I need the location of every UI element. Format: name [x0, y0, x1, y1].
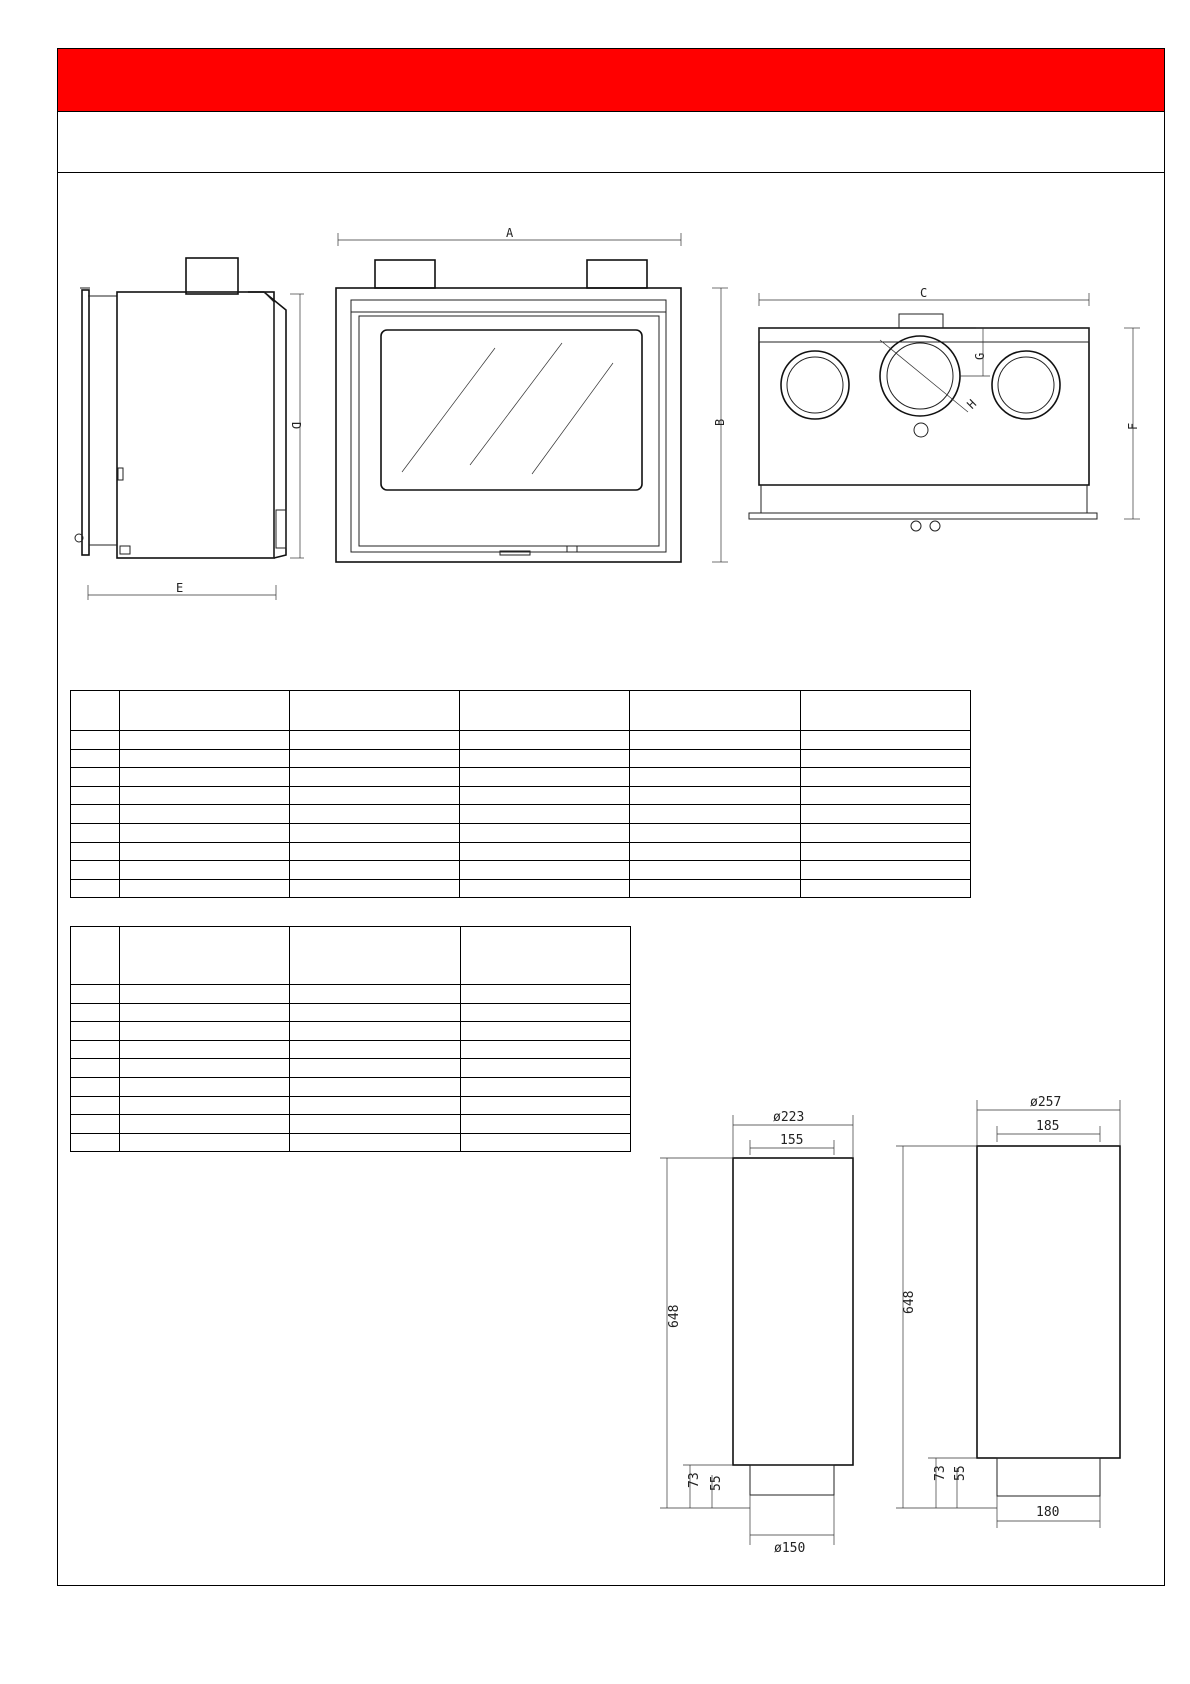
table-row: [71, 786, 971, 805]
table-cell: [119, 805, 289, 824]
table-row: [71, 842, 971, 861]
table-cell: [71, 1096, 120, 1115]
table-row: [71, 805, 971, 824]
spec-table-2: [70, 926, 631, 1152]
table-row: [71, 1059, 631, 1078]
table-cell: [71, 1040, 120, 1059]
table-cell: [630, 805, 800, 824]
flue-large-dim-73: 73: [933, 1465, 948, 1481]
table-cell: [71, 1133, 120, 1152]
table-cell: [460, 1096, 630, 1115]
table-row: [71, 1077, 631, 1096]
table-cell: [290, 1096, 460, 1115]
table-row: [71, 1022, 631, 1041]
table-cell: [71, 786, 120, 805]
table-cell: [800, 768, 970, 787]
table-cell: [71, 1022, 120, 1041]
table-cell: [290, 786, 460, 805]
table-cell: [119, 731, 289, 750]
table-cell: [290, 1022, 460, 1041]
table-cell: [119, 1040, 289, 1059]
table-cell: [800, 691, 970, 731]
table-cell: [119, 879, 289, 898]
table-cell: [119, 1133, 289, 1152]
flue-small-inner-top: 155: [780, 1133, 804, 1148]
label-h: H: [964, 396, 980, 412]
table-cell: [119, 1003, 289, 1022]
table-cell: [71, 1003, 120, 1022]
table-cell: [119, 823, 289, 842]
table-cell: [290, 1040, 460, 1059]
table-cell: [71, 985, 120, 1004]
table-cell: [460, 768, 630, 787]
table-cell: [460, 1040, 630, 1059]
table-cell: [119, 842, 289, 861]
table-header-row: [71, 691, 971, 731]
table-cell: [800, 823, 970, 842]
table-cell: [119, 985, 289, 1004]
table-cell: [630, 786, 800, 805]
table-row: [71, 768, 971, 787]
flue-large-bottom: 180: [1036, 1505, 1060, 1520]
table-header-row: [71, 927, 631, 985]
flue-large: [896, 1095, 1120, 1528]
flue-large-dia-top: ø257: [1030, 1095, 1062, 1110]
table-cell: [290, 768, 460, 787]
table-cell: [290, 842, 460, 861]
side-view: [75, 258, 304, 600]
flue-large-dim-55: 55: [953, 1465, 968, 1481]
label-a: A: [506, 226, 514, 240]
table-cell: [460, 786, 630, 805]
table-cell: [800, 731, 970, 750]
table-cell: [460, 1022, 630, 1041]
label-d: D: [289, 422, 303, 430]
table-row: [71, 1040, 631, 1059]
table-cell: [630, 691, 800, 731]
table-cell: [800, 749, 970, 768]
table-cell: [71, 731, 120, 750]
table-cell: [800, 786, 970, 805]
table-cell: [119, 927, 289, 985]
flue-small-dim-55: 55: [709, 1475, 724, 1491]
table-cell: [290, 1059, 460, 1078]
table-cell: [630, 768, 800, 787]
table-cell: [460, 749, 630, 768]
table-cell: [460, 927, 630, 985]
table-cell: [71, 768, 120, 787]
spec-table-1: [70, 690, 971, 898]
table-cell: [119, 861, 289, 880]
table-cell: [71, 861, 120, 880]
table-cell: [290, 861, 460, 880]
table-cell: [290, 731, 460, 750]
table-cell: [119, 786, 289, 805]
table-row: [71, 861, 971, 880]
table-cell: [290, 1003, 460, 1022]
front-view: [336, 226, 728, 562]
table-cell: [460, 1077, 630, 1096]
table-cell: [460, 1133, 630, 1152]
table-row: [71, 1003, 631, 1022]
flue-small-dim-73: 73: [687, 1472, 702, 1488]
top-view: [749, 286, 1140, 531]
table-cell: [119, 1022, 289, 1041]
table-cell: [460, 861, 630, 880]
table-cell: [460, 691, 630, 731]
table-cell: [460, 1115, 630, 1134]
table-cell: [71, 842, 120, 861]
table-cell: [290, 927, 460, 985]
table-cell: [119, 749, 289, 768]
table-cell: [119, 1096, 289, 1115]
table-cell: [460, 1003, 630, 1022]
label-c: C: [920, 286, 928, 300]
table-cell: [71, 1059, 120, 1078]
table-cell: [290, 1077, 460, 1096]
table-cell: [71, 927, 120, 985]
table-cell: [630, 731, 800, 750]
table-row: [71, 879, 971, 898]
table-cell: [119, 1115, 289, 1134]
label-f: F: [1126, 422, 1140, 430]
table-cell: [630, 861, 800, 880]
table-row: [71, 985, 631, 1004]
table-cell: [119, 1059, 289, 1078]
table-cell: [71, 749, 120, 768]
table-cell: [630, 823, 800, 842]
table-cell: [119, 1077, 289, 1096]
table-cell: [71, 1077, 120, 1096]
table-cell: [630, 879, 800, 898]
flue-small-dia-top: ø223: [773, 1110, 805, 1125]
table-row: [71, 1133, 631, 1152]
table-cell: [119, 691, 289, 731]
flue-large-height: 648: [902, 1290, 917, 1314]
label-b: B: [713, 418, 727, 426]
table-cell: [460, 731, 630, 750]
table-row: [71, 1115, 631, 1134]
table-cell: [71, 805, 120, 824]
table-cell: [290, 879, 460, 898]
table-cell: [630, 842, 800, 861]
table-cell: [460, 1059, 630, 1078]
label-e: E: [176, 581, 184, 595]
table-cell: [290, 1133, 460, 1152]
table-row: [71, 1096, 631, 1115]
table-cell: [71, 1115, 120, 1134]
flue-small-dia-bottom: ø150: [774, 1541, 806, 1556]
table-cell: [630, 749, 800, 768]
table-cell: [460, 879, 630, 898]
table-cell: [800, 842, 970, 861]
table-cell: [290, 749, 460, 768]
table-row: [71, 749, 971, 768]
table-cell: [290, 805, 460, 824]
table-cell: [290, 823, 460, 842]
table-cell: [460, 842, 630, 861]
table-cell: [119, 768, 289, 787]
table-cell: [71, 691, 120, 731]
table-cell: [800, 805, 970, 824]
flue-small-height: 648: [667, 1304, 682, 1328]
table-cell: [460, 805, 630, 824]
table-row: [71, 823, 971, 842]
flue-small: [660, 1110, 853, 1556]
table-cell: [71, 879, 120, 898]
table-cell: [460, 823, 630, 842]
table-cell: [460, 985, 630, 1004]
flue-large-inner-top: 185: [1036, 1119, 1060, 1134]
table-cell: [71, 823, 120, 842]
table-cell: [800, 861, 970, 880]
table-cell: [290, 985, 460, 1004]
table-cell: [290, 691, 460, 731]
table-cell: [290, 1115, 460, 1134]
table-cell: [800, 879, 970, 898]
table-row: [71, 731, 971, 750]
label-g: G: [973, 352, 987, 360]
